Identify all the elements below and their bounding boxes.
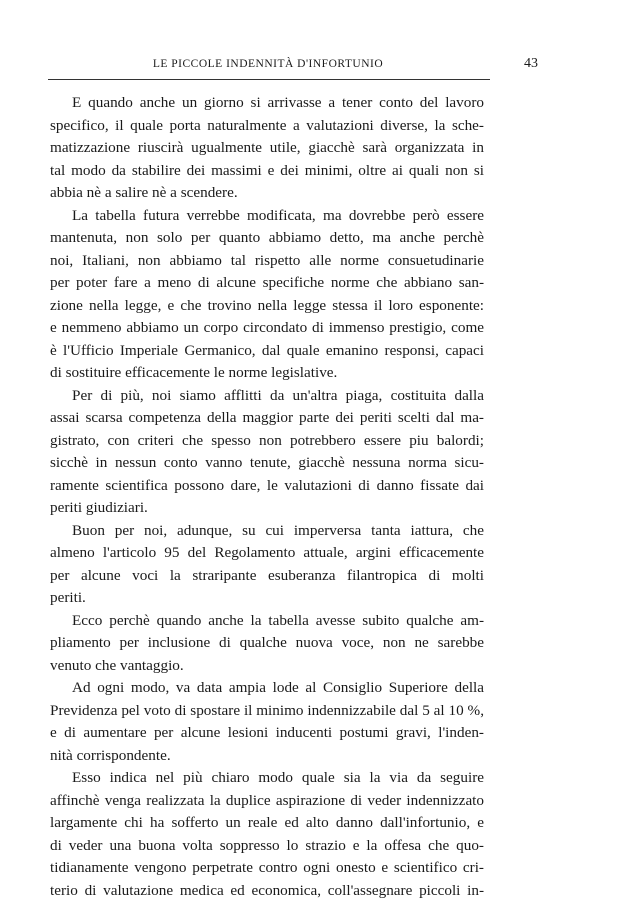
text-line: Ad ogni modo, va data ampia lode al Consiglio Superiore della xyxy=(50,677,484,700)
text-line: di sostituire efficacemente le norme legislative. xyxy=(50,362,484,385)
text-line: Previdenza pel voto di spostare il minimo indennizzabile dal 5 al 10 %, xyxy=(50,700,484,723)
text-line: specifico, il quale porta naturalmente a valutazioni diverse, la sche- xyxy=(50,115,484,138)
text-line: di veder una buona volta soppresso lo strazio e la offesa che quo- xyxy=(50,835,484,858)
text-line: è l'Ufficio Imperiale Germanico, dal quale emanino responsi, capaci xyxy=(50,340,484,363)
text-line: tidianamente vengono perpetrate contro ogni onesto e scientifico cri- xyxy=(50,857,484,880)
text-line: nità corrispondente. xyxy=(50,745,484,768)
text-line: per alcune voci la straripante esuberanza filantropica di molti xyxy=(50,565,484,588)
page-number: 43 xyxy=(524,56,538,72)
text-line: e nemmeno abbiamo un corpo circondato di immenso prestigio, come xyxy=(50,317,484,340)
text-line: tal modo da stabilire dei massimi e dei minimi, oltre ai quali non si xyxy=(50,160,484,183)
text-line: Buon per noi, adunque, su cui imperversa tanta iattura, che xyxy=(50,520,484,543)
text-line: zione nella legge, e che trovino nella legge stessa il loro esponente: xyxy=(50,295,484,318)
text-line: sicchè in nessun conto vanno tenute, giacchè nessuna norma sicu- xyxy=(50,452,484,475)
text-line: ramente scientifica possono dare, le valutazioni di danno fissate dai xyxy=(50,475,484,498)
text-line: La tabella futura verrebbe modificata, ma dovrebbe però essere xyxy=(50,205,484,228)
text-line: pliamento per inclusione di qualche nuova voce, non ne sarebbe xyxy=(50,632,484,655)
text-line: noi, Italiani, non abbiamo tal rispetto alle norme consuetudinarie xyxy=(50,250,484,273)
text-line: terio di valutazione medica ed economica, coll'assegnare piccoli in- xyxy=(50,880,484,902)
text-line: largamente chi ha sofferto un reale ed alto danno dall'infortunio, e xyxy=(50,812,484,835)
text-line: periti. xyxy=(50,587,484,610)
text-line: Per di più, noi siamo afflitti da un'altra piaga, costituita dalla xyxy=(50,385,484,408)
text-line: gistrato, con criteri che spesso non potrebbero essere piu balordi; xyxy=(50,430,484,453)
text-line: mantenuta, non solo per quanto abbiamo detto, ma anche perchè xyxy=(50,227,484,250)
body-text xyxy=(50,92,484,902)
text-line: Ecco perchè quando anche la tabella avesse subito qualche am- xyxy=(50,610,484,633)
text-line: e di aumentare per alcune lesioni inducenti postumi gravi, l'inden- xyxy=(50,722,484,745)
text-line: per poter fare a meno di alcune specifiche norme che abbiano san- xyxy=(50,272,484,295)
text-line: assai scarsa competenza della maggior parte dei periti scelti dal ma- xyxy=(50,407,484,430)
text-line: affinchè venga realizzata la duplice aspirazione di veder indennizzato xyxy=(50,790,484,813)
text-line: abbia nè a salire nè a scendere. xyxy=(50,182,484,205)
text-line: almeno l'articolo 95 del Regolamento attuale, argini efficacemente xyxy=(50,542,484,565)
text-line: matizzazione riuscirà ugualmente utile, giacchè sarà organizzata in xyxy=(50,137,484,160)
text-line: venuto che vantaggio. xyxy=(50,655,484,678)
text-line: Esso indica nel più chiaro modo quale sia la via da seguire xyxy=(50,767,484,790)
text-line: periti giudiziari. xyxy=(50,497,484,520)
header-rule xyxy=(48,79,490,80)
text-line: E quando anche un giorno si arrivasse a tener conto del lavoro xyxy=(50,92,484,115)
running-head: LE PICCOLE INDENNITÀ D'INFORTUNIO xyxy=(48,58,488,70)
